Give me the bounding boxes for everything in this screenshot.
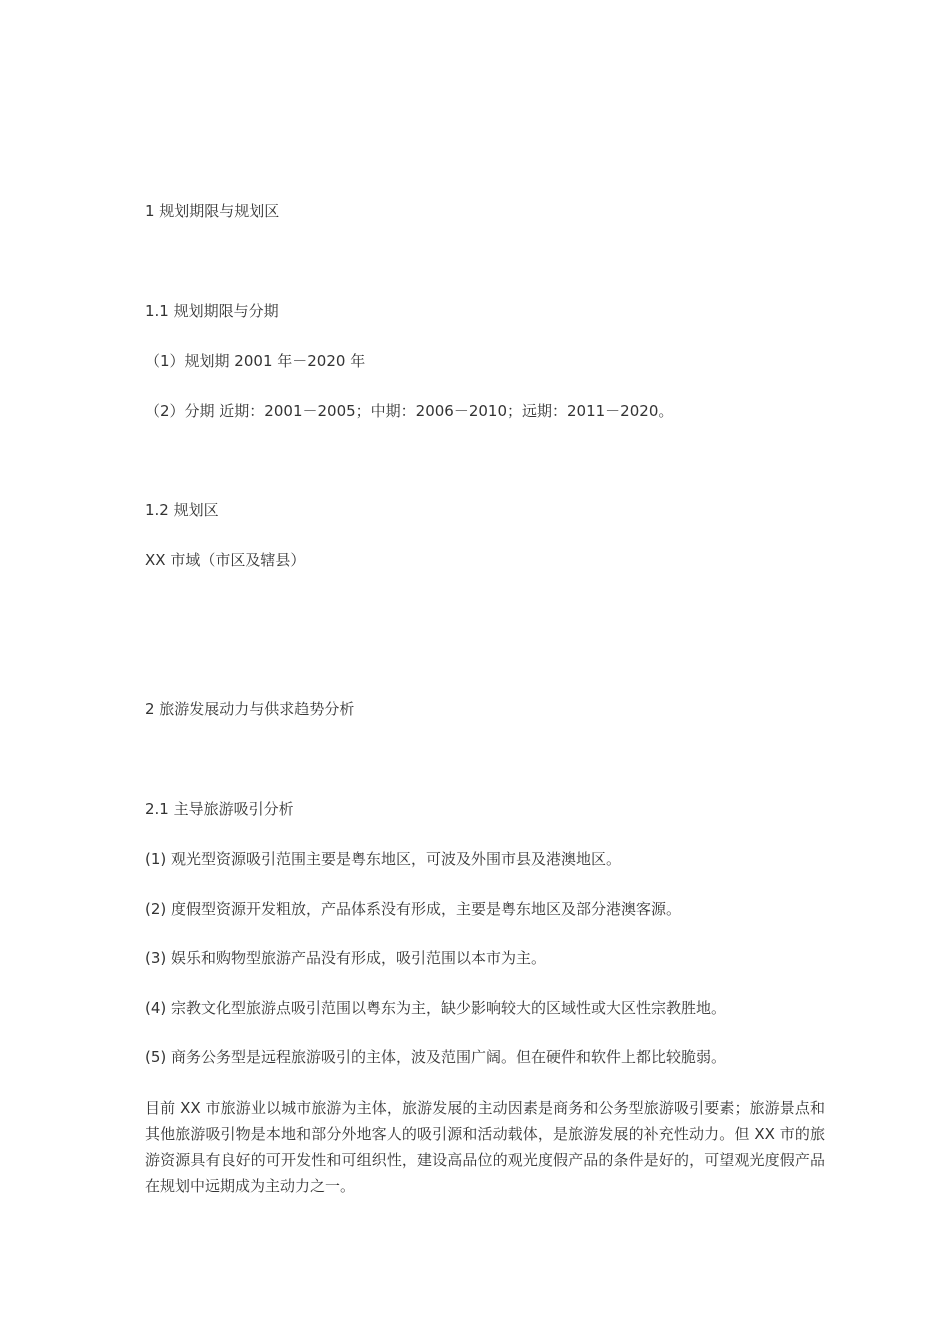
section-2-1-heading: 2.1 主导旅游吸引分析 — [145, 800, 294, 818]
section-1-heading: 1 规划期限与规划区 — [145, 202, 280, 220]
section-1-2-heading: 1.2 规划区 — [145, 501, 219, 519]
attraction-item: (3) 娱乐和购物型旅游产品没有形成，吸引范围以本市为主。 — [145, 949, 547, 967]
section-2-heading: 2 旅游发展动力与供求趋势分析 — [145, 700, 355, 718]
attraction-item: (1) 观光型资源吸引范围主要是粤东地区，可波及外围市县及港澳地区。 — [145, 850, 622, 868]
attraction-item: (5) 商务公务型是远程旅游吸引的主体，波及范围广阔。但在硬件和软件上都比较脆弱。 — [145, 1048, 727, 1066]
attraction-item: (2) 度假型资源开发粗放，产品体系没有形成，主要是粤东地区及部分港澳客源。 — [145, 900, 682, 918]
attraction-item: (4) 宗教文化型旅游点吸引范围以粤东为主，缺少影响较大的区域性或大区性宗教胜地。 — [145, 999, 727, 1017]
period-item-2: （2）分期 近期：2001－2005；中期：2006－2010；远期：2011－2020。 — [145, 402, 674, 420]
period-item-1: （1）规划期 2001 年－2020 年 — [145, 352, 366, 370]
section-1-1-heading: 1.1 规划期限与分期 — [145, 302, 279, 320]
planning-area-text: XX 市域（市区及辖县） — [145, 551, 306, 569]
summary-paragraph: 目前 XX 市旅游业以城市旅游为主体，旅游发展的主动因素是商务和公务型旅游吸引要素；旅游景点和其他旅游吸引物是本地和部分外地客人的吸引源和活动载体，是旅游发展的补充性动力。但 XX 市的旅游资源具有良好的可开发性和可组织性，建设高品位的观光度假产品的条件是好的，可望观光度假产品在规划中远期成为主动力之一。 — [145, 1099, 825, 1195]
